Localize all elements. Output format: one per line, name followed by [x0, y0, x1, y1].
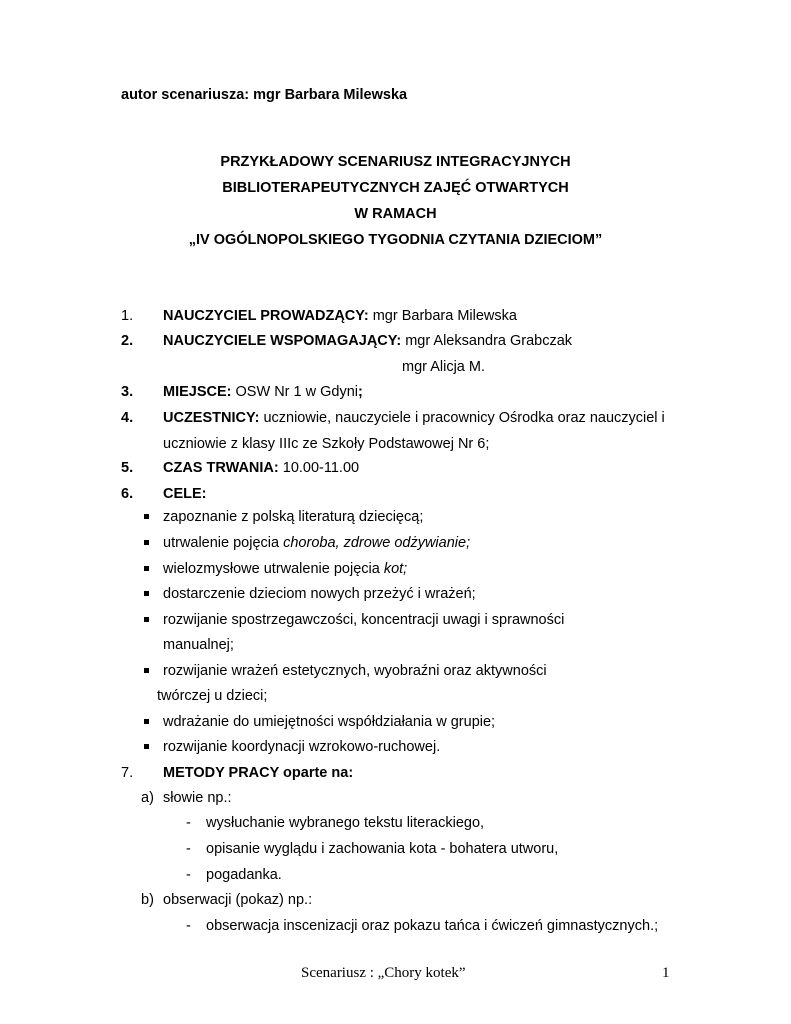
item-6-number: 6.: [121, 486, 134, 502]
title-line-1: PRZYKŁADOWY SCENARIUSZ INTEGRACYJNYCH: [220, 154, 571, 170]
method-a-letter: a): [141, 790, 154, 806]
item-2-continuation: mgr Alicja M.: [402, 359, 485, 375]
goal-1: zapoznanie z polską literaturą dziecięcą;: [163, 509, 424, 525]
dash: -: [186, 918, 191, 934]
item-2-label: NAUCZYCIELE WSPOMAGAJĄCY:: [163, 333, 402, 349]
bullet-icon: [144, 617, 149, 622]
item-4-label: UCZESTNICY:: [163, 410, 260, 426]
method-a-item-3: pogadanka.: [206, 867, 282, 883]
bullet-icon: [144, 668, 149, 673]
goal-6: rozwijanie wrażeń estetycznych, wyobraźni oraz aktywności: [163, 663, 547, 679]
item-3-label: MIEJSCE:: [163, 384, 232, 400]
method-a-item-2: opisanie wyglądu i zachowania kota - bohatera utworu,: [206, 841, 559, 857]
footer-text: Scenariusz : „Chory kotek”: [301, 965, 466, 981]
title-line-4: „IV OGÓLNOPOLSKIEGO TYGODNIA CZYTANIA DZIECIOM”: [188, 232, 603, 248]
item-3-text: OSW Nr 1 w Gdyni: [235, 384, 358, 400]
item-3: [163, 383, 363, 401]
bullet-icon: [144, 591, 149, 596]
item-5: [163, 459, 359, 477]
item-4: [163, 409, 665, 427]
item-6-label: CELE:: [163, 486, 207, 502]
item-2-text: mgr Aleksandra Grabczak: [405, 333, 573, 349]
item-1: [163, 307, 517, 325]
item-5-number: 5.: [121, 460, 134, 476]
goal-2: [163, 534, 470, 552]
item-3-tail: ;: [358, 384, 363, 400]
goal-3-emphasis: kot;: [383, 561, 408, 577]
item-2-number: 2.: [121, 333, 134, 349]
method-b-letter: b): [141, 892, 154, 908]
title-line-3: W RAMACH: [354, 206, 437, 222]
author-line: autor scenariusza: mgr Barbara Milewska: [121, 87, 408, 103]
method-a-item-1: wysłuchanie wybranego tekstu literackiego,: [206, 815, 485, 831]
item-7-label: METODY PRACY oparte na:: [163, 765, 354, 781]
goal-3-text: wielozmysłowe utrwalenie pojęcia: [163, 561, 384, 577]
goal-2-text: utrwalenie pojęcia: [163, 535, 284, 551]
item-7-number: 7.: [121, 765, 134, 781]
goal-2-emphasis: choroba, zdrowe odżywianie;: [283, 535, 471, 551]
goal-8: rozwijanie koordynacji wzrokowo-ruchowej.: [163, 739, 441, 755]
goal-5-continuation: manualnej;: [163, 637, 234, 653]
item-3-number: 3.: [121, 384, 134, 400]
item-5-text: 10.00-11.00: [282, 460, 360, 476]
page-number: 1: [662, 965, 670, 981]
bullet-icon: [144, 566, 149, 571]
bullet-icon: [144, 514, 149, 519]
method-b-text: obserwacji (pokaz) np.:: [163, 892, 313, 908]
dash: -: [186, 815, 191, 831]
method-a-text: słowie np.:: [163, 790, 232, 806]
method-b-item-1: obserwacja inscenizacji oraz pokazu tańca i ćwiczeń gimnastycznych.;: [206, 918, 659, 934]
goal-4: dostarczenie dzieciom nowych przeżyć i wrażeń;: [163, 586, 476, 602]
title-line-2: BIBLIOTERAPEUTYCZNYCH ZAJĘĆ OTWARTYCH: [222, 180, 569, 196]
item-1-label: NAUCZYCIEL PROWADZĄCY:: [163, 308, 369, 324]
goal-7: wdrażanie do umiejętności współdziałania w grupie;: [163, 714, 496, 730]
bullet-icon: [144, 719, 149, 724]
dash: -: [186, 841, 191, 857]
bullet-icon: [144, 744, 149, 749]
item-1-text: mgr Barbara Milewska: [372, 308, 517, 324]
item-4-text: uczniowie, nauczyciele i pracownicy Ośrodka oraz nauczyciel i: [263, 410, 665, 426]
item-1-number: 1.: [121, 308, 134, 324]
goal-6-continuation: twórczej u dzieci;: [157, 688, 268, 704]
item-4-continuation: uczniowie z klasy IIIc ze Szkoły Podstawowej Nr 6;: [163, 436, 490, 452]
bullet-icon: [144, 540, 149, 545]
dash: -: [186, 867, 191, 883]
goal-5: rozwijanie spostrzegawczości, koncentracji uwagi i sprawności: [163, 612, 565, 628]
goal-3: [163, 560, 407, 578]
item-2: [163, 332, 572, 350]
item-4-number: 4.: [121, 410, 134, 426]
item-5-label: CZAS TRWANIA:: [163, 460, 279, 476]
